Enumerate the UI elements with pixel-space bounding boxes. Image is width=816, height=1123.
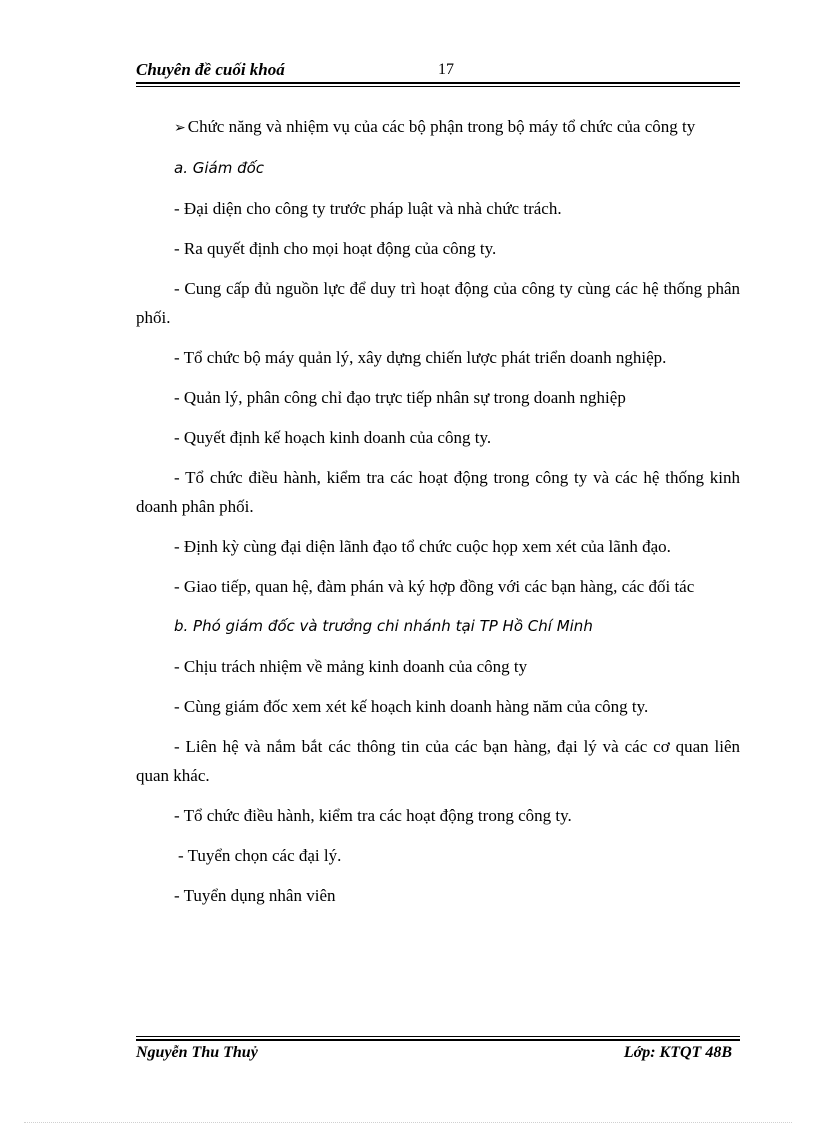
list-item: - Tổ chức điều hành, kiểm tra các hoạt động trong công ty. (174, 806, 572, 825)
list-item: - Chịu trách nhiệm về mảng kinh doanh của công ty (174, 657, 528, 676)
list-item: - Tuyển chọn các đại lý. (178, 846, 342, 865)
page-number: 17 (438, 61, 454, 78)
footer-rule-thick (136, 1039, 740, 1041)
list-item: - Quản lý, phân công chỉ đạo trực tiếp nhân sự trong doanh nghiệp (174, 388, 626, 407)
list-item: - Liên hệ và nắm bắt các thông tin của các bạn hàng, đại lý và các cơ quan liên quan khác. (136, 737, 740, 785)
body-text (136, 112, 740, 921)
list-item: - Tổ chức điều hành, kiểm tra các hoạt động trong công ty và các hệ thống kinh doanh phân phối. (136, 468, 740, 516)
list-item: - Giao tiếp, quan hệ, đàm phán và ký hợp đồng với các bạn hàng, các đối tác (174, 577, 695, 596)
list-item: - Cung cấp đủ nguồn lực để duy trì hoạt động của công ty cùng các hệ thống phân phối. (136, 279, 740, 327)
header-rule-thin (136, 86, 740, 87)
section-b-title: b. Phó giám đốc và trưởng chi nhánh tại TP Hồ Chí Minh (174, 617, 593, 635)
list-item: - Đại diện cho công ty trước pháp luật và nhà chức trách. (174, 199, 562, 218)
list-item: - Quyết định kế hoạch kinh doanh của công ty. (174, 428, 492, 447)
section-a-title: a. Giám đốc (174, 159, 265, 177)
header-rule-thick (136, 82, 740, 84)
footer-rule-thin (136, 1036, 740, 1037)
list-item: - Cùng giám đốc xem xét kế hoạch kinh doanh hàng năm của công ty. (174, 697, 649, 716)
list-item: - Định kỳ cùng đại diện lãnh đạo tổ chức cuộc họp xem xét của lãnh đạo. (174, 537, 671, 556)
list-item: - Tổ chức bộ máy quản lý, xây dựng chiến lược phát triển doanh nghiệp. (174, 348, 667, 367)
arrow-bullet-icon: ➢ (174, 120, 186, 136)
footer-author: Nguyễn Thu Thuỷ (136, 1044, 258, 1061)
list-item: - Ra quyết định cho mọi hoạt động của công ty. (174, 239, 497, 258)
section-heading: ➢ Chức năng và nhiệm vụ của các bộ phận trong bộ máy tổ chức của công ty (174, 117, 696, 136)
list-item: - Tuyển dụng nhân viên (174, 886, 336, 905)
header-title: Chuyên đề cuối khoá (136, 60, 285, 79)
footer-class: Lớp: KTQT 48B (623, 1044, 732, 1061)
